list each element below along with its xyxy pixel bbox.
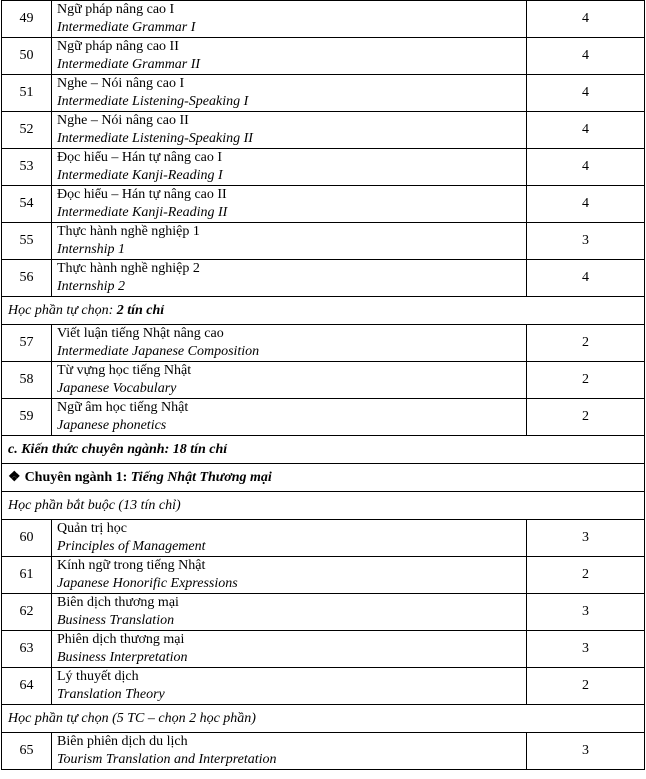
course-name-en: Tourism Translation and Interpretation — [57, 752, 277, 767]
course-number: 61 — [2, 557, 52, 594]
course-credits: 3 — [527, 520, 645, 557]
table-row — [2, 557, 645, 594]
course-name-en: Internship 1 — [57, 242, 126, 257]
course-credits: 4 — [527, 75, 645, 112]
course-name — [52, 399, 527, 436]
course-name-vi: Đọc hiểu – Hán tự nâng cao I — [57, 150, 223, 165]
course-name — [52, 520, 527, 557]
section-major-header — [2, 464, 645, 492]
table-row — [2, 1, 645, 38]
elective-prefix: Học phần tự chọn: — [8, 302, 117, 318]
course-name — [52, 38, 527, 75]
course-name — [52, 325, 527, 362]
table-row — [2, 149, 645, 186]
table-row — [2, 186, 645, 223]
course-number: 49 — [2, 1, 52, 38]
table-row — [2, 260, 645, 297]
course-number: 62 — [2, 594, 52, 631]
course-name-vi: Thực hành nghề nghiệp 1 — [57, 224, 200, 239]
course-number: 55 — [2, 223, 52, 260]
course-name-en: Japanese Vocabulary — [57, 381, 177, 396]
specialized-section-label: c. Kiến thức chuyên ngành: 18 tín chỉ — [2, 436, 645, 464]
course-name — [52, 668, 527, 705]
course-name-vi: Ngữ pháp nâng cao I — [57, 2, 175, 17]
course-number: 63 — [2, 631, 52, 668]
course-number: 57 — [2, 325, 52, 362]
section-elective2-header — [2, 705, 645, 733]
course-credits: 2 — [527, 668, 645, 705]
course-credits: 4 — [527, 112, 645, 149]
course-number: 56 — [2, 260, 52, 297]
table-row — [2, 223, 645, 260]
course-number: 59 — [2, 399, 52, 436]
course-name-en: Business Translation — [57, 613, 175, 628]
elective-section-label — [2, 297, 645, 325]
course-credits: 3 — [527, 631, 645, 668]
course-number: 50 — [2, 38, 52, 75]
course-credits: 3 — [527, 733, 645, 770]
course-name-vi: Viết luận tiếng Nhật nâng cao — [57, 326, 224, 341]
course-name-en: Intermediate Grammar II — [57, 57, 201, 72]
section-specialized-header — [2, 436, 645, 464]
course-name-vi: Biên dịch thương mại — [57, 595, 179, 610]
course-number: 51 — [2, 75, 52, 112]
course-name-en: Intermediate Kanji-Reading II — [57, 205, 228, 220]
course-credits: 3 — [527, 594, 645, 631]
course-name — [52, 75, 527, 112]
course-name-vi: Nghe – Nói nâng cao I — [57, 76, 185, 91]
table-row — [2, 733, 645, 770]
course-name-en: Internship 2 — [57, 279, 126, 294]
course-name — [52, 260, 527, 297]
course-credits: 4 — [527, 38, 645, 75]
course-name — [52, 223, 527, 260]
course-name-vi: Ngữ âm học tiếng Nhật — [57, 400, 189, 415]
section-required-header — [2, 492, 645, 520]
course-name-vi: Từ vựng học tiếng Nhật — [57, 363, 192, 378]
course-name-vi: Biên phiên dịch du lịch — [57, 734, 188, 749]
curriculum-table — [1, 0, 645, 770]
course-name-en: Japanese Honorific Expressions — [57, 576, 238, 591]
table-row — [2, 362, 645, 399]
required-section-label: Học phần bắt buộc (13 tín chỉ) — [2, 492, 645, 520]
course-number: 60 — [2, 520, 52, 557]
course-name — [52, 631, 527, 668]
course-name-vi: Nghe – Nói nâng cao II — [57, 113, 189, 128]
elective2-section-label: Học phần tự chọn (5 TC – chọn 2 học phần) — [2, 705, 645, 733]
elective-credits: 2 tín chỉ — [116, 302, 165, 318]
course-name-vi: Kính ngữ trong tiếng Nhật — [57, 558, 206, 573]
course-name-vi: Ngữ pháp nâng cao II — [57, 39, 179, 54]
course-name-en: Intermediate Japanese Composition — [57, 344, 260, 359]
course-number: 53 — [2, 149, 52, 186]
course-credits: 2 — [527, 399, 645, 436]
course-name-vi: Phiên dịch thương mại — [57, 632, 185, 647]
major-name: Tiếng Nhật Thương mại — [130, 469, 272, 485]
course-number: 64 — [2, 668, 52, 705]
course-number: 58 — [2, 362, 52, 399]
table-row — [2, 594, 645, 631]
course-name — [52, 362, 527, 399]
table-row — [2, 325, 645, 362]
course-credits: 2 — [527, 362, 645, 399]
course-name — [52, 186, 527, 223]
major-prefix: Chuyên ngành 1: — [24, 469, 131, 485]
course-name — [52, 733, 527, 770]
course-number: 65 — [2, 733, 52, 770]
course-name — [52, 149, 527, 186]
course-name — [52, 1, 527, 38]
course-name-vi: Thực hành nghề nghiệp 2 — [57, 261, 200, 276]
course-name-vi: Quản trị học — [57, 521, 127, 536]
course-name-vi: Đọc hiểu – Hán tự nâng cao II — [57, 187, 227, 202]
diamond-bullet-icon: ❖ — [8, 469, 21, 485]
course-name-en: Intermediate Grammar I — [57, 20, 196, 35]
course-credits: 4 — [527, 1, 645, 38]
course-number: 52 — [2, 112, 52, 149]
course-name — [52, 594, 527, 631]
course-name-en: Intermediate Listening-Speaking II — [57, 131, 253, 146]
course-name-en: Business Interpretation — [57, 650, 188, 665]
course-name-en: Intermediate Kanji-Reading I — [57, 168, 223, 183]
course-credits: 3 — [527, 223, 645, 260]
course-credits: 2 — [527, 325, 645, 362]
course-name-en: Translation Theory — [57, 687, 165, 702]
course-name — [52, 557, 527, 594]
table-row — [2, 112, 645, 149]
section-elective-header — [2, 297, 645, 325]
course-credits: 4 — [527, 149, 645, 186]
course-name-vi: Lý thuyết dịch — [57, 669, 139, 684]
course-credits: 4 — [527, 186, 645, 223]
major-section-label — [2, 464, 645, 492]
course-name-en: Principles of Management — [57, 539, 206, 554]
table-row — [2, 38, 645, 75]
table-row — [2, 520, 645, 557]
table-row — [2, 631, 645, 668]
course-credits: 2 — [527, 557, 645, 594]
table-row — [2, 75, 645, 112]
course-credits: 4 — [527, 260, 645, 297]
table-row — [2, 668, 645, 705]
table-row — [2, 399, 645, 436]
course-number: 54 — [2, 186, 52, 223]
course-name — [52, 112, 527, 149]
course-name-en: Japanese phonetics — [57, 418, 167, 433]
course-name-en: Intermediate Listening-Speaking I — [57, 94, 249, 109]
